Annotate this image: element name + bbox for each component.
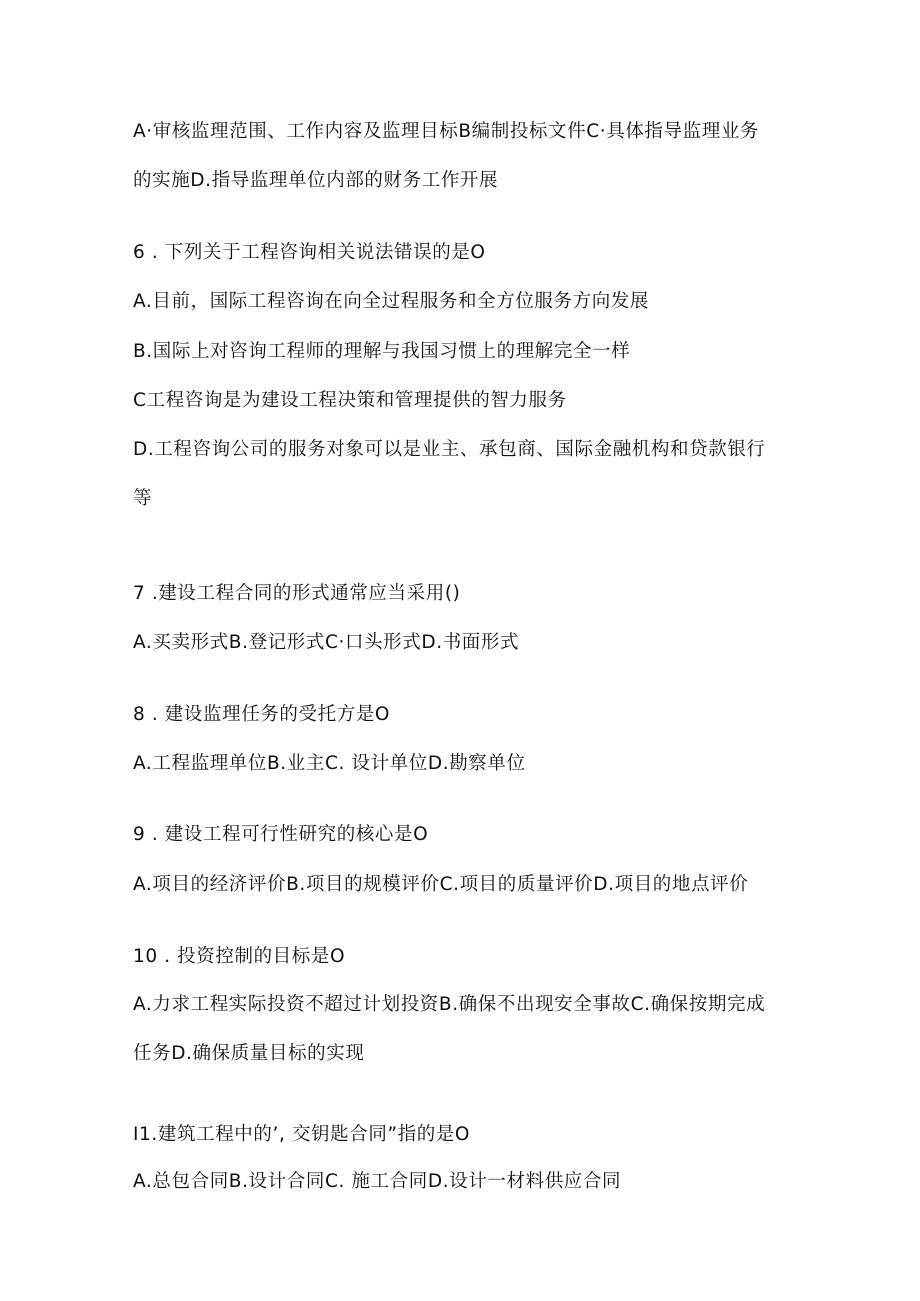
question-9-stem: 9 . 建设工程可行性研究的核心是O	[133, 824, 429, 845]
question-6-option-b: B.国际上对咨询工程师的理解与我国习惯上的理解完全一样	[133, 341, 631, 362]
question-6-option-a: A.目前，国际工程咨询在向全过程服务和全方位服务方向发展	[133, 291, 650, 312]
question-6-option-c: C工程咨询是为建设工程决策和管理提供的智力服务	[133, 390, 567, 411]
question-6-stem: 6 . 下列关于工程咨询相关说法错误的是O	[133, 242, 486, 263]
question-8-options: A.工程监理单位B.业主C. 设计单位D.勘察单位	[133, 753, 526, 774]
question-11-options: A.总包合同B.设计合同C. 施工合同D.设计一材料供应合同	[133, 1171, 622, 1192]
question-7-stem: 7 .建设工程合同的形式通常应当采用()	[133, 583, 461, 604]
question-9-options: A.项目的经济评价B.项目的规模评价C.项目的质量评价D.项目的地点评价	[133, 874, 749, 895]
question-7-options: A.买卖形式B.登记形式C·口头形式D.书面形式	[133, 632, 520, 653]
question-8-stem: 8 . 建设监理任务的受托方是O	[133, 704, 391, 725]
question-5-options-line-1: A·审核监理范围、工作内容及监理目标B编制投标文件C·具体指导监理业务	[133, 121, 760, 142]
question-10-options-line-1: A.力求工程实际投资不超过计划投资B.确保不出现安全事故C.确保按期完成	[133, 994, 766, 1015]
question-11-stem: I1.建筑工程中的’, 交钥匙合同”指的是O	[133, 1124, 471, 1145]
question-6-option-d-line-2: 等	[133, 488, 153, 509]
question-10-options-line-2: 任务D.确保质量目标的实现	[133, 1043, 365, 1064]
question-10-stem: 10 . 投资控制的目标是O	[133, 946, 346, 967]
question-6-option-d-line-1: D.工程咨询公司的服务对象可以是业主、承包商、国际金融机构和贷款银行	[133, 439, 766, 460]
question-5-options-line-2: 的实施D.指导监理单位内部的财务工作开展	[133, 170, 499, 191]
